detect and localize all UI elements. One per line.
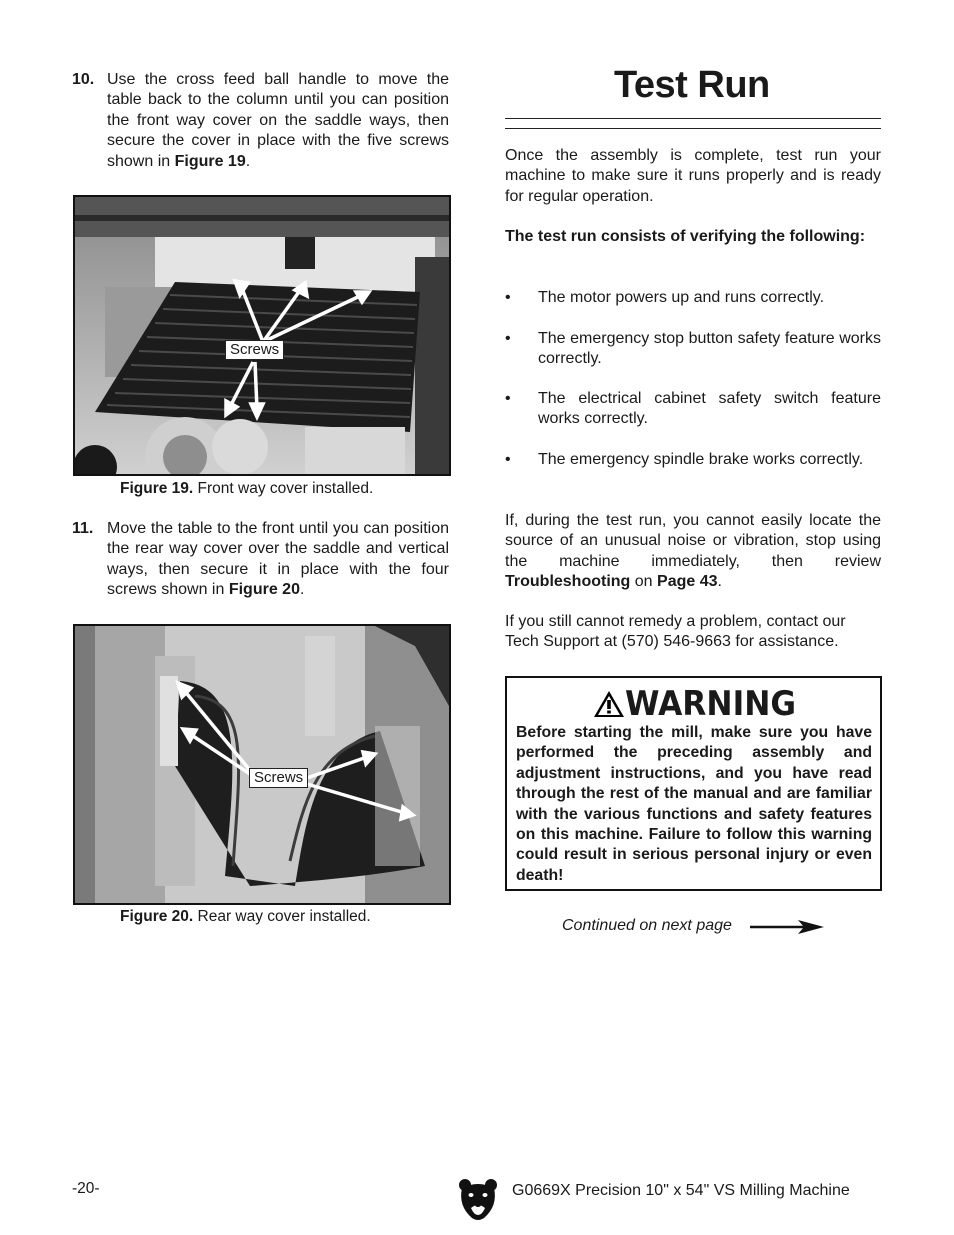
warning-text: Before starting the mill, make sure you have performed the preceding assembly and adjustment instructions, and you have read through the rest of the manual and are familiar with the various functions and safety features on this machine. Failure to follow this warning could result in serious personal injury or even death! <box>516 724 872 884</box>
step-number: 11. <box>72 520 94 537</box>
step-text: Move the table to the front until you can position the rear way cover over the saddle and vertical ways, then secure it in place with the four screws shown in Figure 20. <box>107 520 449 599</box>
bullet-icon: • <box>505 451 511 468</box>
troubleshooting-reference: Troubleshooting <box>505 573 631 591</box>
figure-19-photo <box>73 195 451 476</box>
figure-reference: Figure 19 <box>174 152 246 170</box>
list-item: • The emergency stop button safety feature works correctly. <box>505 330 881 368</box>
warning-box <box>505 676 882 891</box>
warning-triangle-icon <box>593 689 625 719</box>
continued-note: Continued on next page <box>562 917 732 934</box>
warning-header <box>593 684 811 724</box>
bullet-icon: • <box>505 390 511 407</box>
front-way-cover-photo <box>75 197 449 474</box>
step-text: Use the cross feed ball handle to move the table back to the column until you can position the front way cover on the saddle ways, then secure the cover in place with the five screws shown in Figure 19. <box>107 71 449 170</box>
page-reference: Page 43 <box>657 573 718 591</box>
warning-heading: WARNING <box>625 684 797 724</box>
section-title: Test Run <box>614 64 770 106</box>
rear-way-cover-photo <box>75 626 449 903</box>
list-item: • The emergency spindle brake works correctly. <box>505 450 881 470</box>
support-paragraph: If you still cannot remedy a problem, contact our Tech Support at (570) 546-9663 for assistance. <box>505 613 846 651</box>
bullet-icon: • <box>505 330 511 347</box>
step-11 <box>72 519 449 601</box>
bullet-icon: • <box>505 289 511 306</box>
arrow-right-icon <box>750 918 824 936</box>
model-title: G0669X Precision 10" x 54" VS Milling Machine <box>512 1182 850 1199</box>
figure-20-caption: Figure 20. Rear way cover installed. <box>120 908 371 925</box>
list-item: • The motor powers up and runs correctly. <box>505 288 881 308</box>
bear-head-icon <box>458 1178 498 1222</box>
figure-20-photo <box>73 624 451 905</box>
screws-label: Screws <box>249 768 308 788</box>
troubleshoot-paragraph: If, during the test run, you cannot easily locate the source of an unusual noise or vibration, stop using the machine immediately, then review Troubleshooting on Page 43. <box>505 512 881 591</box>
screws-label: Screws <box>225 340 284 360</box>
figure-19-caption: Figure 19. Front way cover installed. <box>120 480 374 497</box>
title-rule-bottom <box>505 128 881 129</box>
step-number: 10. <box>72 71 95 88</box>
intro-paragraph: Once the assembly is complete, test run your machine to make sure it runs properly and is ready for regular operation. <box>505 147 881 205</box>
page-number: -20- <box>72 1180 100 1197</box>
step-10 <box>72 70 449 172</box>
figure-reference: Figure 20 <box>228 581 300 599</box>
title-rule-top <box>505 118 881 119</box>
verify-heading: The test run consists of verifying the following: <box>505 228 866 245</box>
list-item: • The electrical cabinet safety switch feature works correctly. <box>505 390 881 428</box>
